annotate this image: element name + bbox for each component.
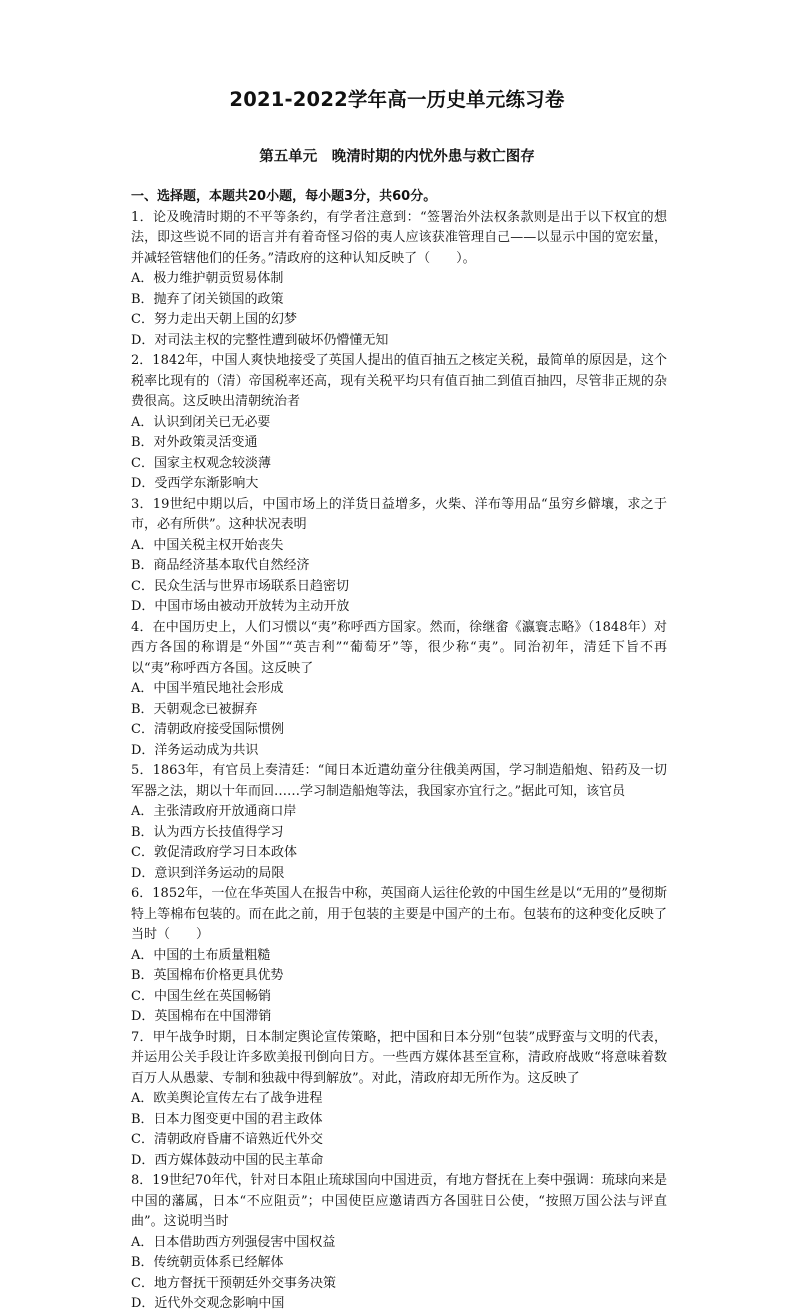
option-a: A．日本借助西方列强侵害中国权益 <box>131 1234 336 1250</box>
question-stem: 2．1842年，中国人爽快地接受了英国人提出的值百抽五之核定关税，最简单的原因是，这个税率比现有的（清）帝国税率还高，现有关税平均只有值百抽二到值百抽四，尽管非正规的杂费很高。这反映出清朝统治者 <box>131 353 667 409</box>
question-5 <box>131 761 667 884</box>
question-7 <box>131 1028 667 1172</box>
option-b: B．抛弃了闭关锁国的政策 <box>131 291 284 307</box>
question-stem: 5．1863年，有官员上奏清廷：“闻日本近遣幼童分往俄美两国，学习制造船炮、铅药及一切军器之法，期以十年而回……学习制造船炮等法，我国家亦宜行之。”据此可知，该官员 <box>131 763 667 799</box>
option-a: A．极力维护朝贡贸易体制 <box>131 271 284 286</box>
options-grid <box>131 1233 667 1315</box>
question-stem: 1．论及晚清时期的不平等条约，有学者注意到：“签署治外法权条款则是出于以下权宜的想法，即这些说不同的语言并有着奇怪习俗的夷人应该获准管理自己——以显示中国的宽宏量，并减轻管辖他们的任务。”清政府的这种认知反映了（ ）。 <box>131 209 667 266</box>
option-a: A．中国关税主权开始丧失 <box>131 537 284 553</box>
option-c: C．敦促清政府学习日本政体 <box>131 845 297 860</box>
option-d: D．对司法主权的完整性遭到破坏仍懵懂无知 <box>131 332 389 348</box>
option-c: C．中国生丝在英国畅销 <box>131 988 271 1004</box>
question-2 <box>131 351 667 495</box>
exam-content <box>131 187 667 1315</box>
option-a: A．主张清政府开放通商口岸 <box>131 804 297 819</box>
question-stem: 6．1852年，一位在华英国人在报告中称，英国商人运往伦敦的中国生丝是以“无用的”曼彻斯特上等棉布包装的。而在此之前，用于包装的主要是中国产的土布。包装布的这种变化反映了当时（ ） <box>131 886 667 942</box>
option-c: C．清朝政府接受国际惯例 <box>131 722 284 737</box>
options-grid <box>131 536 667 618</box>
option-c: C．民众生活与世界市场联系日趋密切 <box>131 578 349 594</box>
question-8 <box>131 1171 667 1315</box>
option-d: D．意识到洋务运动的局限 <box>131 865 285 881</box>
question-4 <box>131 618 667 762</box>
option-b: B．传统朝贡体系已经解体 <box>131 1255 284 1270</box>
option-c: C．清朝政府昏庸不谙熟近代外交 <box>131 1132 323 1147</box>
option-d: D．近代外交观念影响中国 <box>131 1296 285 1311</box>
option-d: D．洋务运动成为共识 <box>131 742 259 758</box>
option-b: B．商品经济基本取代自然经济 <box>131 558 310 573</box>
options-grid <box>131 802 667 884</box>
option-a: A．欧美舆论宣传左右了战争进程 <box>131 1091 323 1106</box>
options-grid <box>131 679 667 761</box>
question-stem: 3．19世纪中期以后，中国市场上的洋货日益增多，火柴、洋布等用品“虽穷乡僻壤，求之于市，必有所供”。这种状况表明 <box>131 496 667 532</box>
option-c: C．努力走出天朝上国的幻梦 <box>131 312 297 327</box>
option-d: D．西方媒体鼓动中国的民主革命 <box>131 1152 324 1168</box>
option-b: B．英国棉布价格更具优势 <box>131 968 284 983</box>
option-d: D．英国棉布在中国滞销 <box>131 1009 272 1024</box>
option-b: B．日本力图变更中国的君主政体 <box>131 1111 323 1127</box>
option-a: A．中国半殖民地社会形成 <box>131 681 284 696</box>
question-stem: 8．19世纪70年代，针对日本阻止琉球国向中国进贡，有地方督抚在上奏中强调：琉球向来是中国的藩属，日本“不应阻贡”；中国使臣应邀请西方各国驻日公使，“按照万国公法与评直曲”。这说明当时 <box>131 1173 667 1229</box>
question-3 <box>131 495 667 618</box>
options-grid <box>131 946 667 1028</box>
option-b: B．对外政策灵活变通 <box>131 435 258 450</box>
option-d: D．受西学东渐影响大 <box>131 476 259 491</box>
section-heading: 一、选择题，本题共20小题，每小题3分，共60分。 <box>131 189 437 204</box>
question-stem: 4．在中国历史上，人们习惯以“夷”称呼西方国家。然而，徐继畲《瀛寰志略》（1848年）对西方各国的称谓是“外国”“英吉利”“葡萄牙”等，很少称“夷”。同治初年，清廷下旨不再以“夷”称呼西方各国。这反映了 <box>131 619 667 676</box>
unit-subtitle: 第五单元 晚清时期的内忧外患与救亡图存 <box>259 149 535 165</box>
option-c: C．地方督抚干预朝廷外交事务决策 <box>131 1275 336 1291</box>
question-1 <box>131 208 667 352</box>
option-b: B．天朝观念已被摒弃 <box>131 701 258 717</box>
page-title: 2021-2022学年高一历史单元练习卷 <box>229 88 565 111</box>
options-grid <box>131 269 667 351</box>
question-6 <box>131 884 667 1028</box>
option-c: C．国家主权观念较淡薄 <box>131 455 271 471</box>
options-grid <box>131 1089 667 1171</box>
option-d: D．中国市场由被动开放转为主动开放 <box>131 599 350 614</box>
options-grid <box>131 413 667 495</box>
option-b: B．认为西方长技值得学习 <box>131 824 284 840</box>
question-stem: 7．甲午战争时期，日本制定舆论宣传策略，把中国和日本分别“包装”成野蛮与文明的代表，并运用公关手段让许多欧美报刊倒向日方。一些西方媒体甚至宣称，清政府战败“将意味着数百万人从愚蒙、专制和独裁中得到解放”。对此，清政府却无所作为。这反映了 <box>131 1029 667 1086</box>
option-a: A．中国的土布质量粗糙 <box>131 947 271 963</box>
option-a: A．认识到闭关已无必要 <box>131 414 271 430</box>
